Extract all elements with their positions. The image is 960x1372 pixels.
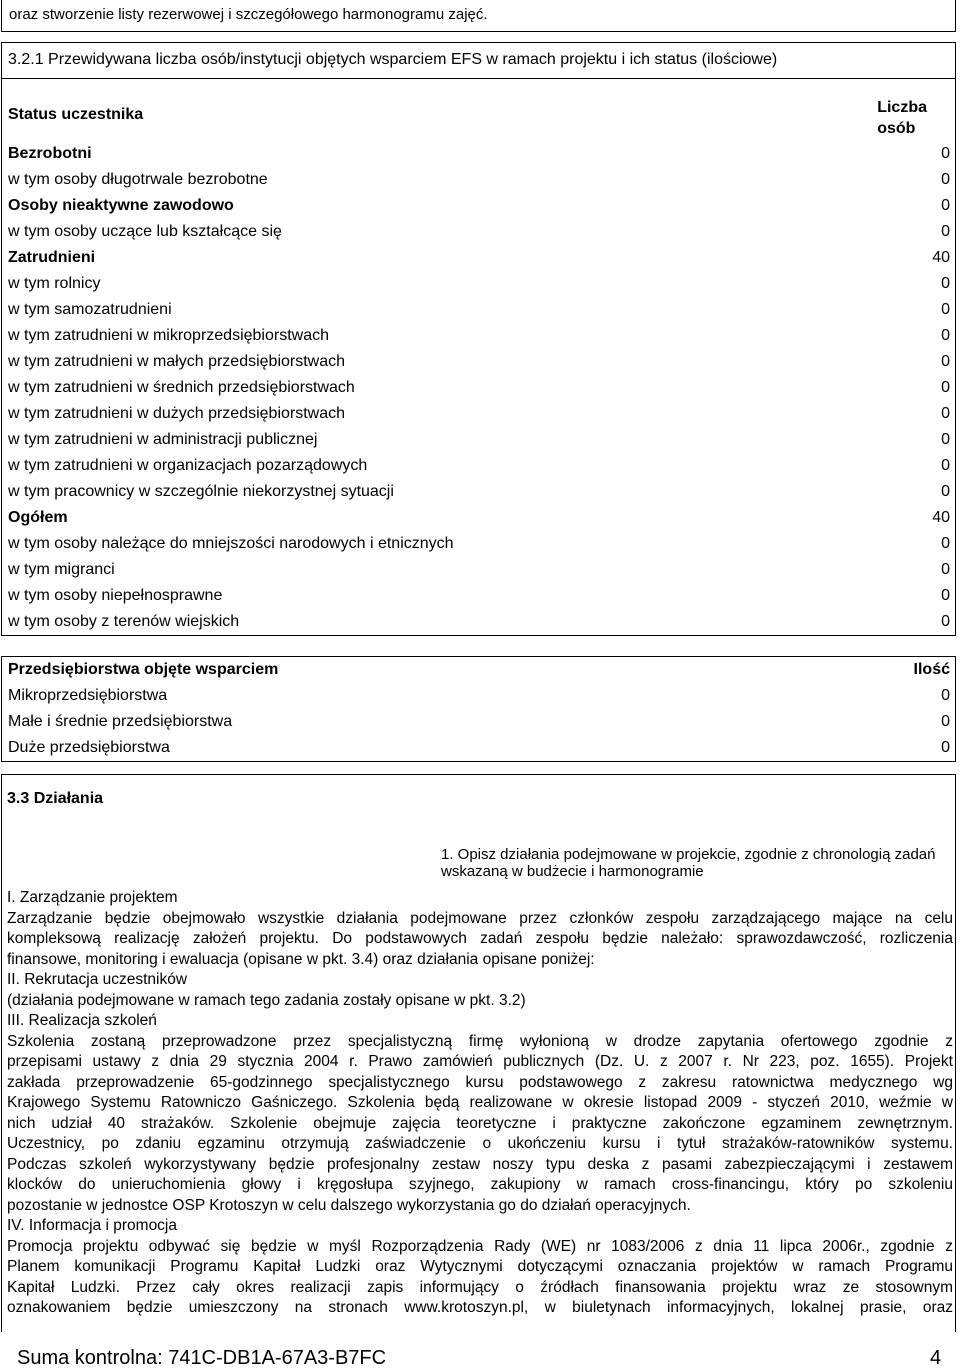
table-row — [2, 349, 955, 375]
table-row — [2, 583, 955, 609]
table-row — [2, 271, 955, 297]
body-line: Planem komunikacji Programu Kapitał Ludzki oraz Wytycznymi dotyczącymi oznaczania projektów w ramach Programu — [7, 1258, 953, 1275]
row-value: 40 — [932, 509, 950, 526]
col-status-header: Status uczestnika — [8, 106, 144, 123]
row-label: w tym rolnicy — [8, 275, 101, 292]
row-label: w tym pracownicy w szczególnie niekorzystnej sytuacji — [8, 483, 394, 500]
page-number: 4 — [930, 1347, 942, 1369]
checksum-footer: Suma kontrolna: 741C-DB1A-67A3-B7FC — [17, 1347, 387, 1369]
participants-table-header — [2, 79, 955, 141]
row-value: 0 — [941, 379, 950, 396]
body-line: Kapitał Ludzki. Przez cały okres realizacji zapis informujący o źródłach finansowania projektu wraz ze stosownym — [7, 1278, 953, 1296]
body-line: IV. Informacja i promocja — [7, 1217, 178, 1234]
body-line: kompleksową realizację założeń projektu. Do podstawowych zadań zespołu będzie należało: sprawozdawczość, rozliczenia — [7, 930, 953, 947]
row-value: 0 — [941, 275, 950, 292]
enterprises-table-header — [2, 657, 955, 683]
table-row — [2, 683, 955, 709]
row-label: Mikroprzedsiębiorstwa — [8, 687, 168, 704]
table-row — [2, 323, 955, 349]
table-row — [2, 453, 955, 479]
section-caption-cell — [1, 42, 956, 78]
row-label: w tym zatrudnieni w średnich przedsiębiorstwach — [8, 379, 355, 396]
row-label: w tym osoby uczące lub kształcące się — [8, 223, 282, 240]
row-value: 0 — [941, 739, 950, 756]
row-value: 40 — [932, 249, 950, 266]
row-label: w tym osoby należące do mniejszości narodowych i etnicznych — [8, 535, 454, 552]
row-label: Osoby nieaktywne zawodowo — [8, 197, 234, 214]
section-caption: 3.2.1 Przewidywana liczba osób/instytucji objętych wsparciem EFS w ramach projektu i ich status (ilościowe) — [8, 51, 778, 68]
row-value: 0 — [941, 353, 950, 370]
row-value: 0 — [941, 327, 950, 344]
row-value: 0 — [941, 197, 950, 214]
row-value: 0 — [941, 431, 950, 448]
table-row — [2, 735, 955, 761]
body-line: I. Zarządzanie projektem — [7, 889, 178, 906]
table-row — [2, 505, 955, 531]
row-value: 0 — [941, 613, 950, 630]
col-count-header — [877, 97, 927, 139]
row-label: w tym zatrudnieni w dużych przedsiębiorstwach — [8, 405, 346, 422]
table-row — [2, 479, 955, 505]
row-label: w tym zatrudnieni w organizacjach pozarządowych — [8, 457, 368, 474]
body-line: finansowe, monitoring i ewaluacja (opisane w pkt. 3.4) oraz działania opisane poniżej: — [7, 950, 595, 968]
table-row — [2, 193, 955, 219]
body-line: Zarządzanie będzie obejmowało wszystkie działania podejmowane przez członków zespołu zarządzającego mające na celu — [7, 909, 953, 927]
row-value: 0 — [941, 713, 950, 730]
enterprises-table — [1, 656, 956, 762]
body-line: Promocja projektu odbywać się będzie w myśl Rozporządzenia Rady (WE) nr 1083/2006 z dnia 11 lipca 2006r., zgodnie z — [7, 1237, 953, 1255]
table-row — [2, 167, 955, 193]
col-count-header-line1: Liczba — [877, 99, 927, 116]
body-line: II. Rekrutacja uczestników — [7, 971, 188, 988]
body-line: Uczestnicy, po zdaniu egzaminu otrzymują zaświadczenie o ukończeniu kursu i tytuł strażaków-ratowników systemu. — [7, 1135, 953, 1152]
body-line: klocków do unieruchomienia głowy i kręgosłupa szyjnego, zakupiony w ramach cross-financingu, który po szkoleniu — [7, 1176, 953, 1193]
row-label: w tym samozatrudnieni — [8, 301, 172, 318]
row-value: 0 — [941, 405, 950, 422]
table-row — [2, 375, 955, 401]
row-value: 0 — [941, 145, 950, 162]
row-value: 0 — [941, 457, 950, 474]
row-value: 0 — [941, 483, 950, 500]
row-value: 0 — [941, 561, 950, 578]
row-label: w tym osoby z terenów wiejskich — [8, 613, 240, 630]
row-label: Bezrobotni — [8, 145, 92, 162]
table-row — [2, 709, 955, 735]
body-line: III. Realizacja szkoleń — [7, 1012, 157, 1029]
row-value: 0 — [941, 535, 950, 552]
section-33-body — [7, 888, 953, 1319]
body-line: nich udział 40 strażaków. Szkolenie obejmuje zajęcia teoretyczne i praktyczne zakończone egzaminem zewnętrznym. — [7, 1114, 953, 1132]
top-text-cell — [1, 0, 956, 32]
enterprises-col-value: Ilość — [913, 661, 950, 678]
table-row — [2, 245, 955, 271]
body-line: Szkolenia zostaną przeprowadzone przez specjalistyczną firmę wyłonioną w drodze zapytania ofertowego zgodnie z — [7, 1032, 953, 1050]
row-label: Ogółem — [8, 509, 68, 526]
table-row — [2, 427, 955, 453]
enterprises-col-label: Przedsiębiorstwa objęte wsparciem — [8, 661, 279, 678]
body-line: pozostanie w jednostce OSP Krotoszyn w celu dalszego wykorzystania go do działań operacyjnych. — [7, 1196, 691, 1214]
row-label: w tym osoby niepełnosprawne — [8, 587, 223, 604]
table-row — [2, 401, 955, 427]
row-value: 0 — [941, 587, 950, 604]
participants-table — [1, 78, 956, 636]
table-row — [2, 219, 955, 245]
section-33-point-1: 1. Opisz działania podejmowane w projekcie, zgodnie z chronologią zadań wskazaną w budżecie i harmonogramie — [441, 846, 936, 880]
body-line: Krajowego Systemu Ratowniczo Gaśniczego. Szkolenia będą realizowane w okresie listopad 2009 - styczeń 2010, weźmie w — [7, 1094, 953, 1111]
body-line: przepisami ustawy z dnia 29 stycznia 2004 r. Prawo zamówień publicznych (Dz. U. z 2007 r. Nr 223, poz. 1655). Projekt — [7, 1053, 953, 1070]
table-row — [2, 297, 955, 323]
row-label: w tym migranci — [8, 561, 115, 578]
top-text: oraz stworzenie listy rezerwowej i szczegółowego harmonogramu zajęć. — [9, 6, 488, 23]
table-row — [2, 531, 955, 557]
enterprises-rows — [2, 683, 955, 761]
body-line: oznakowaniem będzie umieszczony na stronach www.krotoszyn.pl, w biuletynach informacyjnych, lokalnej prasie, oraz — [7, 1299, 953, 1316]
table-row — [2, 557, 955, 583]
row-label: w tym zatrudnieni w administracji publicznej — [8, 431, 318, 448]
row-value: 0 — [941, 223, 950, 240]
table-row — [2, 609, 955, 635]
section-33-heading: 3.3 Działania — [7, 790, 104, 807]
body-line: zakłada przeprowadzenie 65-godzinnego specjalistycznego kursu podstawowego z zakresu ratownictwa medycznego wg — [7, 1073, 953, 1091]
row-value: 0 — [941, 171, 950, 188]
row-label: w tym zatrudnieni w małych przedsiębiorstwach — [8, 353, 346, 370]
row-value: 0 — [941, 687, 950, 704]
col-count-header-line2: osób — [877, 120, 916, 137]
row-label: Duże przedsiębiorstwa — [8, 739, 170, 756]
body-line: (działania podejmowane w ramach tego zadania zostały opisane w pkt. 3.2) — [7, 991, 526, 1009]
table-row — [2, 141, 955, 167]
body-line: Podczas szkoleń wykorzystywany będzie profesjonalny zestaw noszy typu deska z pasami zabezpieczającymi i zestawem — [7, 1155, 953, 1173]
row-value: 0 — [941, 301, 950, 318]
row-label: Małe i średnie przedsiębiorstwa — [8, 713, 233, 730]
row-label: w tym osoby długotrwale bezrobotne — [8, 171, 268, 188]
row-label: w tym zatrudnieni w mikroprzedsiębiorstwach — [8, 327, 329, 344]
participants-rows — [2, 141, 955, 635]
row-label: Zatrudnieni — [8, 249, 96, 266]
